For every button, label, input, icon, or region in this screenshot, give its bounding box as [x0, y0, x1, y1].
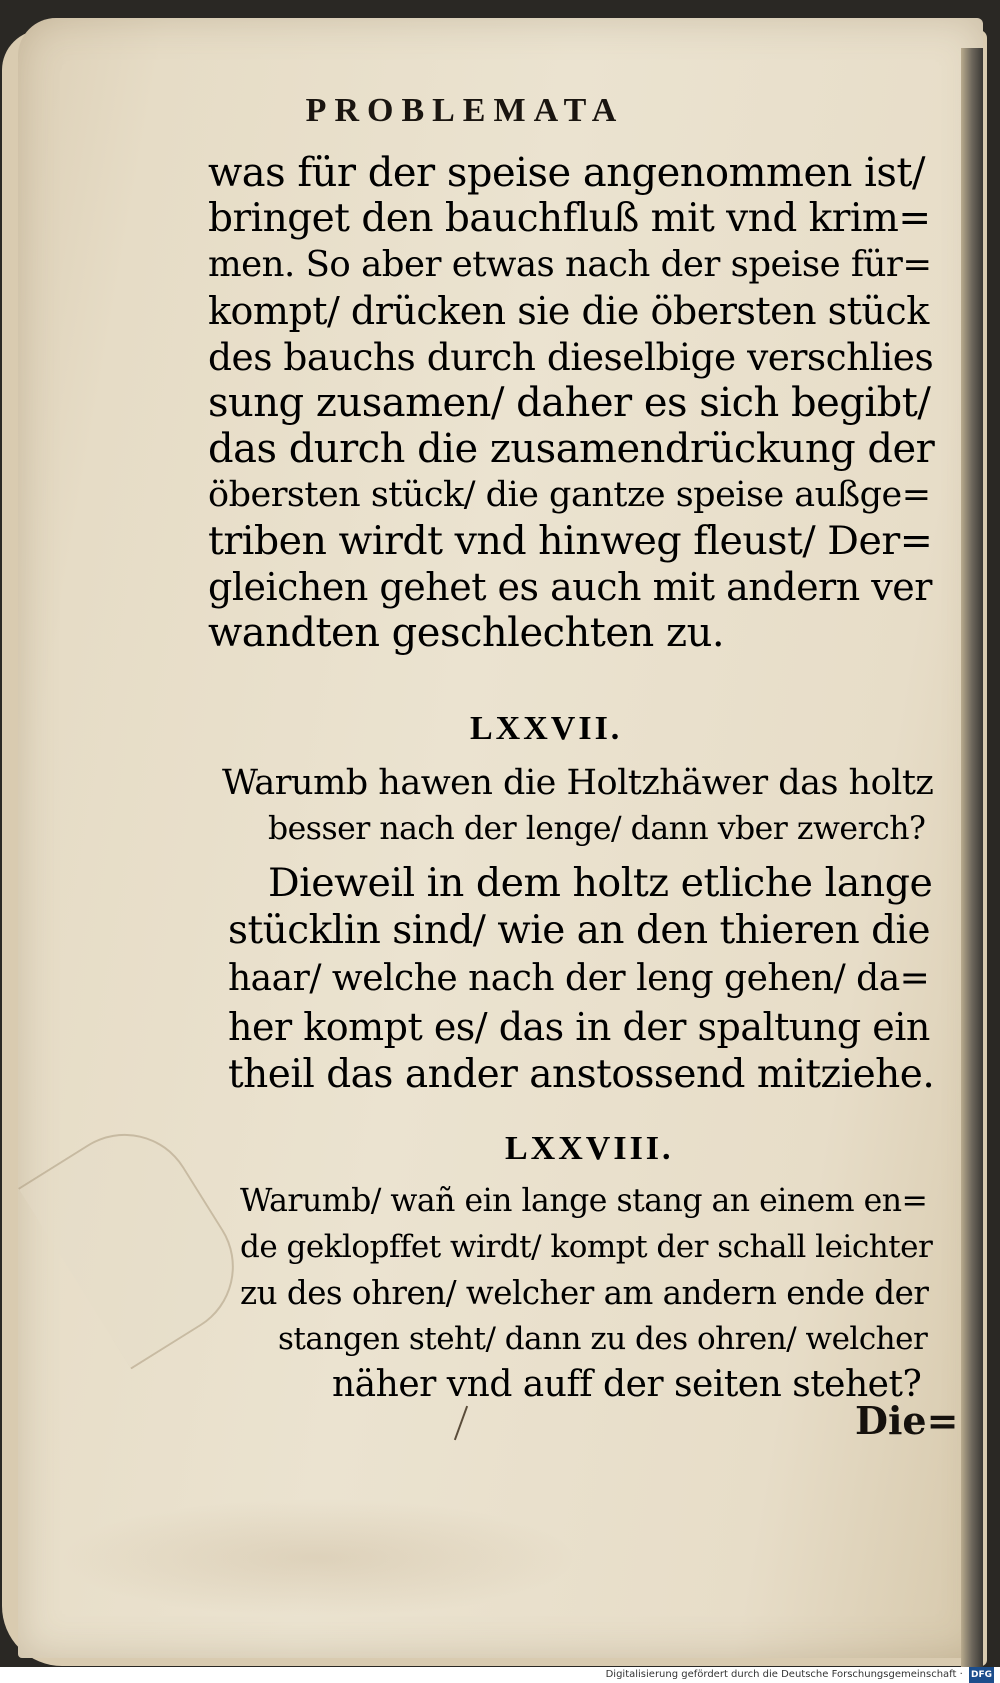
question-line: Warumb/ wañ ein lange stang an einem en= [240, 1183, 928, 1219]
answer-line: stücklin sind/ wie an den thieren die [228, 908, 931, 953]
text-line: triben wirdt vnd hinweg fleust/ Der= [208, 518, 933, 564]
question-line: zu des ohren/ welcher am andern ende der [240, 1274, 929, 1312]
text-line: kompt/ drücken sie die öbersten stück [208, 289, 929, 333]
credit-text: Digitalisierung gefördert durch die Deutsche Forschungsgemeinschaft · [605, 1669, 963, 1680]
question-line: besser nach der lenge/ dann vber zwerch? [268, 811, 926, 847]
text-line: des bauchs durch dieselbige verschlies [208, 335, 934, 379]
question-line: de geklopffet wirdt/ kompt der schall leichter [240, 1229, 933, 1265]
answer-line: theil das ander anstossend mitziehe. [228, 1052, 935, 1097]
text-line: bringet den bauchfluß mit vnd krim= [208, 196, 931, 241]
section-numeral: LXXVIII. [505, 1130, 674, 1167]
text-line: men. So aber etwas nach der speise für= [208, 244, 932, 285]
text-line: das durch die zusamendrückung der [208, 426, 935, 472]
text-line: wandten geschlechten zu. [208, 610, 725, 656]
running-header: PROBLEMATA [305, 92, 625, 129]
digitization-credit [606, 1667, 994, 1683]
question-line: näher vnd auff der seiten stehet? [332, 1364, 922, 1405]
page-stain [58, 1498, 578, 1618]
question-line: stangen steht/ dann zu des ohren/ welcher [278, 1321, 928, 1357]
dfg-logo: DFG [969, 1667, 994, 1683]
text-line: sung zusamen/ daher es sich begibt/ [208, 380, 931, 426]
question-line: Warumb hawen die Holtzhäwer das holtz [222, 763, 934, 803]
paper-tab [18, 1107, 260, 1369]
text-line: öbersten stück/ die gantze speise außge= [208, 475, 931, 515]
text-line: was für der speise angenommen ist/ [208, 150, 925, 196]
answer-line: haar/ welche nach der leng gehen/ da= [228, 958, 930, 999]
catchword: Die= [855, 1398, 959, 1443]
section-numeral: LXXVII. [470, 710, 623, 747]
answer-line: her kompt es/ das in der spaltung ein [228, 1005, 930, 1049]
text-line: gleichen gehet es auch mit andern ver [208, 565, 932, 609]
page-gutter [961, 48, 983, 1668]
answer-line: Dieweil in dem holtz etliche lange [268, 860, 933, 906]
